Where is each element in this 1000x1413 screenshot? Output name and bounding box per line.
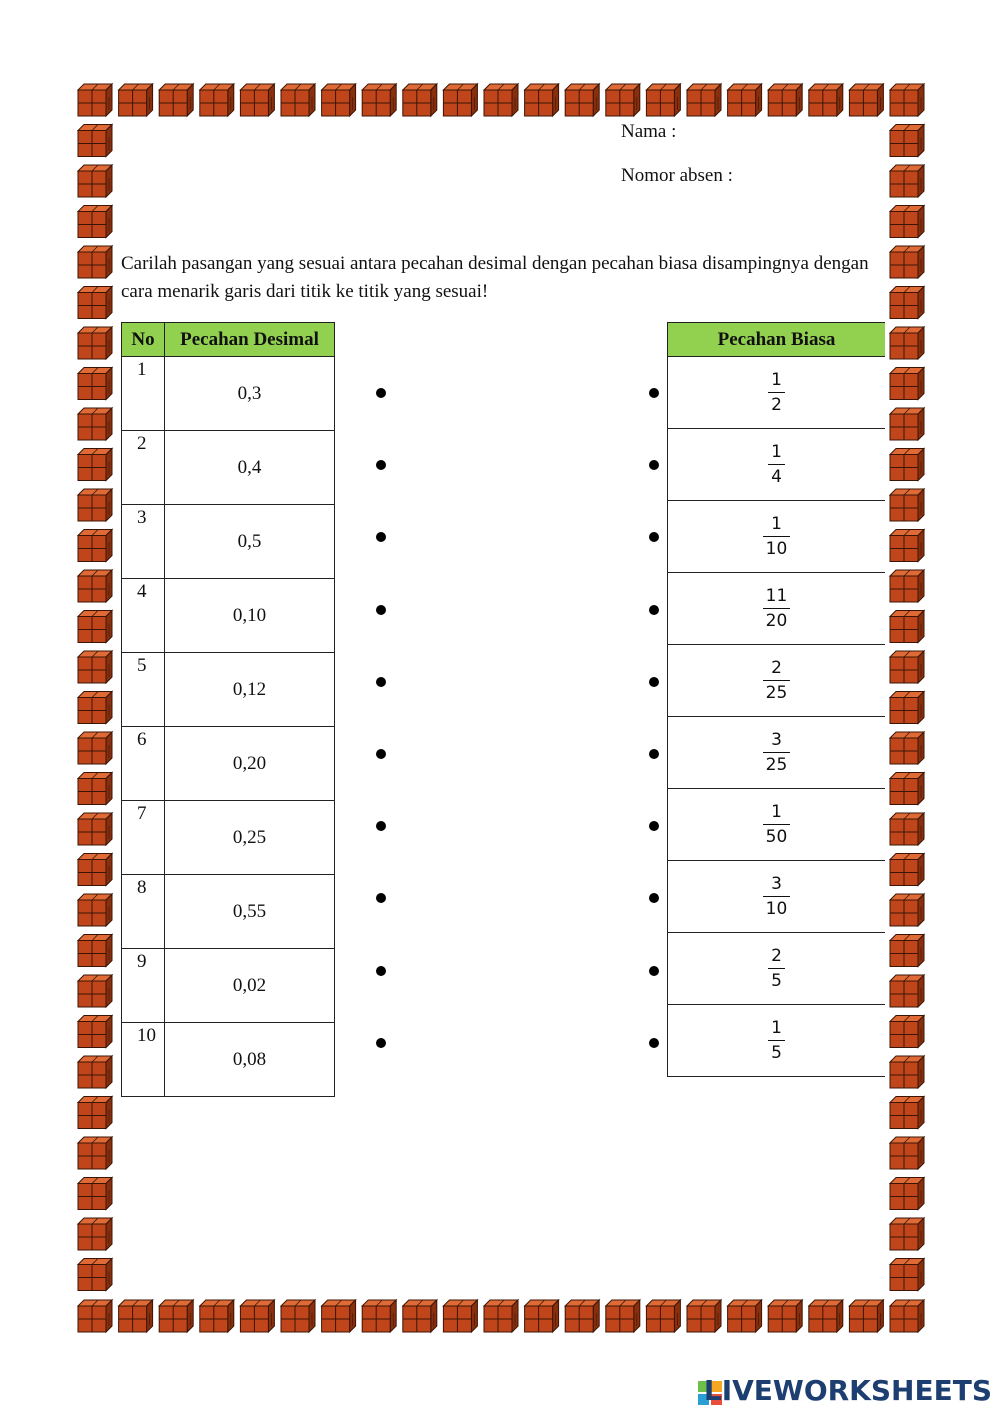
- fraction-cell: [668, 501, 886, 573]
- fraction-bar: [763, 536, 791, 537]
- left-match-dot[interactable]: [376, 677, 386, 687]
- brick-cube-icon: [606, 1300, 640, 1332]
- brick-cube-icon: [890, 287, 924, 319]
- brick-cube-icon: [119, 1300, 153, 1332]
- table-row: [122, 727, 335, 801]
- brick-cube-icon: [443, 1300, 477, 1332]
- brick-cube-icon: [78, 732, 112, 764]
- brick-cube-icon: [565, 84, 599, 116]
- brick-cube-icon: [119, 84, 153, 116]
- brick-cube-icon: [890, 125, 924, 157]
- row-number: 6: [122, 727, 165, 801]
- brick-cube-icon: [78, 246, 112, 278]
- brick-cube-icon: [78, 651, 112, 683]
- brick-cube-icon: [890, 530, 924, 562]
- fraction-denominator: 2: [771, 395, 782, 415]
- brick-cube-icon: [890, 651, 924, 683]
- table-row: [122, 431, 335, 505]
- brick-cube-icon: [403, 84, 437, 116]
- right-match-dot[interactable]: [649, 605, 659, 615]
- row-number: 9: [122, 949, 165, 1023]
- fraction-numerator: 2: [771, 946, 782, 966]
- brick-cube-icon: [890, 773, 924, 805]
- brick-cube-icon: [890, 854, 924, 886]
- row-number: 5: [122, 653, 165, 727]
- fraction-denominator: 25: [765, 755, 788, 775]
- fraction-numerator: 1: [771, 442, 782, 462]
- brick-cube-icon: [484, 1300, 518, 1332]
- fraction-denominator: 25: [765, 683, 788, 703]
- brick-cube-icon: [890, 489, 924, 521]
- fraction-cell: [668, 573, 886, 645]
- brick-cube-icon: [565, 1300, 599, 1332]
- fraction: [768, 1018, 785, 1063]
- fraction-numerator: 3: [771, 730, 782, 750]
- brick-cube-icon: [322, 1300, 356, 1332]
- fraction-denominator: 10: [765, 899, 788, 919]
- brick-cube-icon: [281, 84, 315, 116]
- table-row: [668, 357, 886, 429]
- fraction-cell: [668, 1005, 886, 1077]
- instruction-text: Carilah pasangan yang sesuai antara pecahan desimal dengan pecahan biasa disampingnya dengan cara menarik garis dari titik ke titik yang sesuai!: [121, 253, 869, 302]
- brick-cube-icon: [484, 84, 518, 116]
- fraction: [763, 874, 791, 919]
- right-match-dot[interactable]: [649, 388, 659, 398]
- brick-cube-icon: [606, 84, 640, 116]
- brick-cube-icon: [890, 84, 924, 116]
- table-row: [668, 717, 886, 789]
- brick-cube-icon: [890, 1178, 924, 1210]
- table-row: [668, 573, 886, 645]
- brick-cube-icon: [890, 1056, 924, 1088]
- fraction: [763, 586, 791, 631]
- fraction-denominator: 5: [771, 971, 782, 991]
- fraction: [768, 946, 785, 991]
- fraction-numerator: 1: [771, 1018, 782, 1038]
- right-match-dot[interactable]: [649, 1038, 659, 1048]
- fraction-numerator: 3: [771, 874, 782, 894]
- brick-cube-icon: [78, 84, 112, 116]
- absen-label: Nomor absen :: [621, 165, 733, 186]
- table-row: [668, 501, 886, 573]
- brick-cube-icon: [78, 530, 112, 562]
- right-match-dot[interactable]: [649, 966, 659, 976]
- row-number: 2: [122, 431, 165, 505]
- fraction-cell: [668, 717, 886, 789]
- brick-cube-icon: [78, 368, 112, 400]
- brick-cube-icon: [78, 570, 112, 602]
- left-match-dot[interactable]: [376, 966, 386, 976]
- brick-cube-icon: [809, 84, 843, 116]
- brick-cube-icon: [849, 1300, 883, 1332]
- row-number: 3: [122, 505, 165, 579]
- left-match-dot[interactable]: [376, 1038, 386, 1048]
- column-header-fraction: Pecahan Biasa: [668, 323, 886, 357]
- brick-cube-icon: [890, 1259, 924, 1291]
- fraction: [763, 514, 791, 559]
- brick-cube-icon: [78, 1016, 112, 1048]
- brick-cube-icon: [362, 84, 396, 116]
- table-row: [122, 505, 335, 579]
- decimal-value: 0,3: [165, 357, 335, 431]
- brick-cube-icon: [78, 125, 112, 157]
- row-number: 10: [122, 1023, 165, 1097]
- brick-cube-icon: [78, 287, 112, 319]
- decimal-value: 0,25: [165, 801, 335, 875]
- brick-cube-icon: [890, 935, 924, 967]
- brick-cube-icon: [78, 165, 112, 197]
- brick-cube-icon: [687, 84, 721, 116]
- brick-cube-icon: [403, 1300, 437, 1332]
- brick-cube-icon: [78, 1137, 112, 1169]
- brick-cube-icon: [322, 84, 356, 116]
- fraction: [768, 442, 785, 487]
- fraction: [768, 370, 785, 415]
- table-row: [122, 1023, 335, 1097]
- brick-cube-icon: [78, 773, 112, 805]
- left-match-dot[interactable]: [376, 388, 386, 398]
- brick-cube-icon: [443, 84, 477, 116]
- brick-cube-icon: [646, 84, 680, 116]
- row-number: 8: [122, 875, 165, 949]
- brick-cube-icon: [890, 327, 924, 359]
- brick-cube-icon: [78, 813, 112, 845]
- fraction-bar: [763, 608, 791, 609]
- table-row: [122, 579, 335, 653]
- fraction-numerator: 2: [771, 658, 782, 678]
- brick-cube-icon: [78, 894, 112, 926]
- name-label: Nama :: [621, 121, 677, 142]
- brick-cube-icon: [890, 1218, 924, 1250]
- fraction-bar: [768, 968, 785, 969]
- brick-cube-icon: [768, 84, 802, 116]
- brick-cube-icon: [646, 1300, 680, 1332]
- fraction-denominator: 10: [765, 539, 788, 559]
- brick-cube-icon: [78, 854, 112, 886]
- fraction-cell: [668, 645, 886, 717]
- brick-cube-icon: [240, 1300, 274, 1332]
- brick-cube-icon: [159, 1300, 193, 1332]
- brick-cube-icon: [890, 1097, 924, 1129]
- fraction-bar: [768, 392, 785, 393]
- brick-cube-icon: [890, 692, 924, 724]
- fraction-bar: [763, 752, 791, 753]
- brick-cube-icon: [890, 570, 924, 602]
- brick-cube-icon: [890, 165, 924, 197]
- brick-cube-icon: [728, 1300, 762, 1332]
- brick-cube-icon: [728, 84, 762, 116]
- brick-cube-icon: [768, 1300, 802, 1332]
- fraction-denominator: 20: [765, 611, 788, 631]
- brick-cube-icon: [890, 206, 924, 238]
- decimal-value: 0,02: [165, 949, 335, 1023]
- brick-cube-icon: [78, 1300, 112, 1332]
- fraction: [763, 802, 791, 847]
- brick-cube-icon: [890, 894, 924, 926]
- fraction-bar: [768, 464, 785, 465]
- brick-cube-icon: [281, 1300, 315, 1332]
- brick-cube-icon: [890, 368, 924, 400]
- table-row: [122, 801, 335, 875]
- fraction-numerator: 11: [765, 586, 788, 606]
- brand-wordmark: LIVEWORKSHEETS: [703, 1374, 992, 1407]
- brick-cube-icon: [159, 84, 193, 116]
- brick-cube-icon: [240, 84, 274, 116]
- brick-cube-icon: [525, 84, 559, 116]
- table-row: [668, 1005, 886, 1077]
- brick-cube-icon: [890, 449, 924, 481]
- brick-cube-icon: [78, 975, 112, 1007]
- table-row: [668, 933, 886, 1005]
- brick-cube-icon: [78, 1259, 112, 1291]
- row-number: 1: [122, 357, 165, 431]
- brick-cube-icon: [78, 935, 112, 967]
- table-row: [122, 875, 335, 949]
- decimal-value: 0,12: [165, 653, 335, 727]
- fraction-denominator: 50: [765, 827, 788, 847]
- brick-cube-icon: [890, 1300, 924, 1332]
- brick-cube-icon: [890, 408, 924, 440]
- left-match-dot[interactable]: [376, 605, 386, 615]
- fraction-bar: [763, 680, 791, 681]
- fraction-bar: [768, 1040, 785, 1041]
- brick-cube-icon: [78, 408, 112, 440]
- table-row: [668, 789, 886, 861]
- brick-cube-icon: [809, 1300, 843, 1332]
- decimal-table: [121, 322, 335, 1097]
- decimal-value: 0,4: [165, 431, 335, 505]
- brick-cube-icon: [78, 1056, 112, 1088]
- fraction-cell: [668, 357, 886, 429]
- decimal-value: 0,08: [165, 1023, 335, 1097]
- brick-cube-icon: [362, 1300, 396, 1332]
- fraction-denominator: 5: [771, 1043, 782, 1063]
- fraction-numerator: 1: [771, 802, 782, 822]
- table-row: [122, 357, 335, 431]
- table-row: [668, 429, 886, 501]
- brick-cube-icon: [890, 246, 924, 278]
- decimal-value: 0,20: [165, 727, 335, 801]
- brick-cube-icon: [890, 611, 924, 643]
- table-row: [668, 861, 886, 933]
- brick-cube-icon: [890, 975, 924, 1007]
- fraction-cell: [668, 861, 886, 933]
- fraction-table: [667, 322, 885, 1077]
- decimal-value: 0,10: [165, 579, 335, 653]
- right-match-dot[interactable]: [649, 677, 659, 687]
- brick-cube-icon: [200, 84, 234, 116]
- fraction-denominator: 4: [771, 467, 782, 487]
- brick-cube-icon: [78, 1097, 112, 1129]
- column-header-decimal: Pecahan Desimal: [165, 323, 335, 357]
- fraction-numerator: 1: [771, 514, 782, 534]
- brick-cube-icon: [78, 611, 112, 643]
- decimal-value: 0,5: [165, 505, 335, 579]
- table-row: [668, 645, 886, 717]
- fraction-numerator: 1: [771, 370, 782, 390]
- left-match-dot[interactable]: [376, 749, 386, 759]
- row-number: 7: [122, 801, 165, 875]
- fraction-cell: [668, 933, 886, 1005]
- brick-cube-icon: [525, 1300, 559, 1332]
- table-row: [122, 949, 335, 1023]
- fraction: [763, 730, 791, 775]
- brick-cube-icon: [78, 692, 112, 724]
- column-header-no: No: [122, 323, 165, 357]
- right-match-dot[interactable]: [649, 749, 659, 759]
- brick-cube-icon: [890, 813, 924, 845]
- fraction-bar: [763, 896, 791, 897]
- brick-cube-icon: [890, 732, 924, 764]
- brick-cube-icon: [687, 1300, 721, 1332]
- brick-cube-icon: [890, 1137, 924, 1169]
- brick-cube-icon: [78, 206, 112, 238]
- brick-cube-icon: [849, 84, 883, 116]
- brick-cube-icon: [78, 1218, 112, 1250]
- fraction-bar: [763, 824, 791, 825]
- brick-cube-icon: [78, 327, 112, 359]
- brick-cube-icon: [890, 1016, 924, 1048]
- row-number: 4: [122, 579, 165, 653]
- fraction: [763, 658, 791, 703]
- brick-cube-icon: [200, 1300, 234, 1332]
- brick-cube-icon: [78, 449, 112, 481]
- fraction-cell: [668, 789, 886, 861]
- brick-cube-icon: [78, 1178, 112, 1210]
- brick-cube-icon: [78, 489, 112, 521]
- fraction-cell: [668, 429, 886, 501]
- decimal-value: 0,55: [165, 875, 335, 949]
- table-row: [122, 653, 335, 727]
